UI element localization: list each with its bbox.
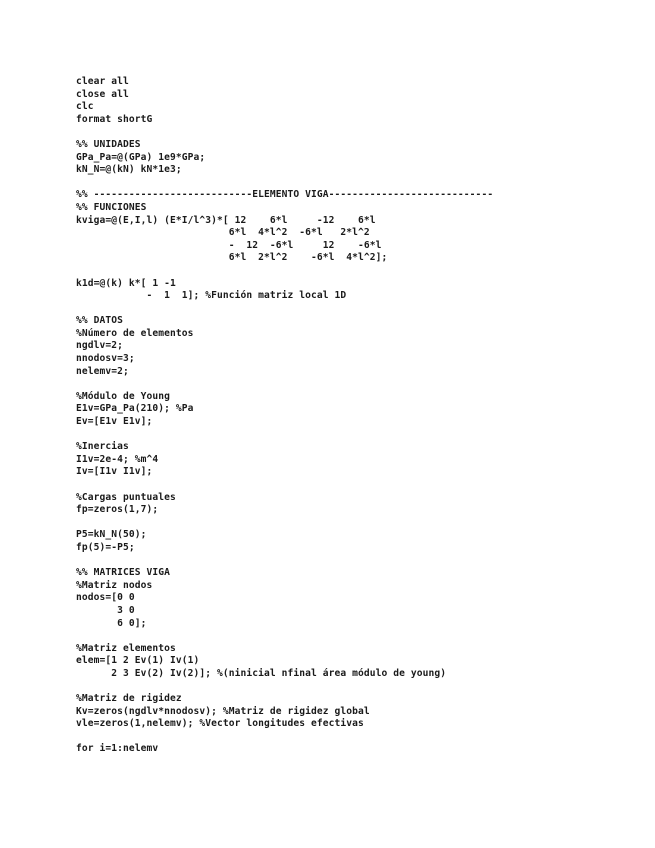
code-line: Iv=[I1v I1v]; xyxy=(76,466,153,478)
code-line: 3 0 xyxy=(76,604,135,616)
code-line: fp(5)=-P5; xyxy=(76,541,135,553)
code-line: %% MATRICES VIGA xyxy=(76,567,171,579)
code-line: I1v=2e-4; %m^4 xyxy=(76,453,159,465)
code-line: %% DATOS xyxy=(76,315,124,327)
code-line: %% FUNCIONES xyxy=(76,201,147,213)
code-line: kN_N=@(kN) kN*1e3; xyxy=(76,164,182,176)
blank-line xyxy=(76,681,493,694)
code-line: 6 0]; xyxy=(76,617,147,629)
code-line: E1v=GPa_Pa(210); %Pa xyxy=(76,403,194,415)
blank-line xyxy=(76,731,493,744)
code-line: format shortG xyxy=(76,113,153,125)
code-line: Ev=[E1v E1v]; xyxy=(76,416,153,428)
code-line: %Matriz nodos xyxy=(76,579,153,591)
code-line: clc xyxy=(76,101,94,113)
code-line: ngdlv=2; xyxy=(76,340,124,352)
code-line: %% ---------------------------ELEMENTO VIGA---------------------------- xyxy=(76,189,494,201)
blank-line xyxy=(76,429,493,442)
blank-line xyxy=(76,378,493,391)
code-line: - 12 -6*l 12 -6*l xyxy=(76,239,382,251)
code-line: %Matriz de rigidez xyxy=(76,693,182,705)
code-line: fp=zeros(1,7); xyxy=(76,504,159,516)
code-line: clear all xyxy=(76,76,129,87)
code-line: close all xyxy=(76,88,129,100)
blank-line xyxy=(76,126,493,139)
code-line: vle=zeros(1,nelemv); %Vector longitudes efectivas xyxy=(76,718,364,730)
code-line: GPa_Pa=@(GPa) 1e9*GPa; xyxy=(76,151,206,163)
code-line: elem=[1 2 Ev(1) Iv(1) xyxy=(76,655,200,667)
code-line: kviga=@(E,I,l) (E*I/l^3)*[ 12 6*l -12 6*l xyxy=(76,214,376,226)
blank-line xyxy=(76,265,493,278)
code-line: for i=1:nelemv xyxy=(76,743,159,755)
blank-line xyxy=(76,630,493,643)
code-line: 6*l 2*l^2 -6*l 4*l^2]; xyxy=(76,252,388,264)
code-line: 6*l 4*l^2 -6*l 2*l^2 xyxy=(76,227,370,239)
code-line: Kv=zeros(ngdlv*nnodosv); %Matriz de rigidez global xyxy=(76,705,370,717)
code-listing xyxy=(76,76,493,756)
code-line: %Número de elementos xyxy=(76,327,194,339)
blank-line xyxy=(76,177,493,190)
code-line: %Módulo de Young xyxy=(76,390,171,402)
code-line: P5=kN_N(50); xyxy=(76,529,147,541)
code-line: nelemv=2; xyxy=(76,365,129,377)
blank-line xyxy=(76,479,493,492)
code-line: k1d=@(k) k*[ 1 -1 xyxy=(76,277,176,289)
code-line: 2 3 Ev(2) Iv(2)]; %(ninicial nfinal área módulo de young) xyxy=(76,667,447,679)
blank-line xyxy=(76,517,493,530)
code-line: nnodosv=3; xyxy=(76,353,135,365)
code-line: %% UNIDADES xyxy=(76,138,141,150)
code-line: - 1 1]; %Función matriz local 1D xyxy=(76,290,347,302)
blank-line xyxy=(76,555,493,568)
blank-line xyxy=(76,303,493,316)
code-line: %Cargas puntuales xyxy=(76,491,176,503)
code-line: %Matriz elementos xyxy=(76,642,176,654)
code-line: %Inercias xyxy=(76,441,129,453)
code-line: nodos=[0 0 xyxy=(76,592,135,604)
